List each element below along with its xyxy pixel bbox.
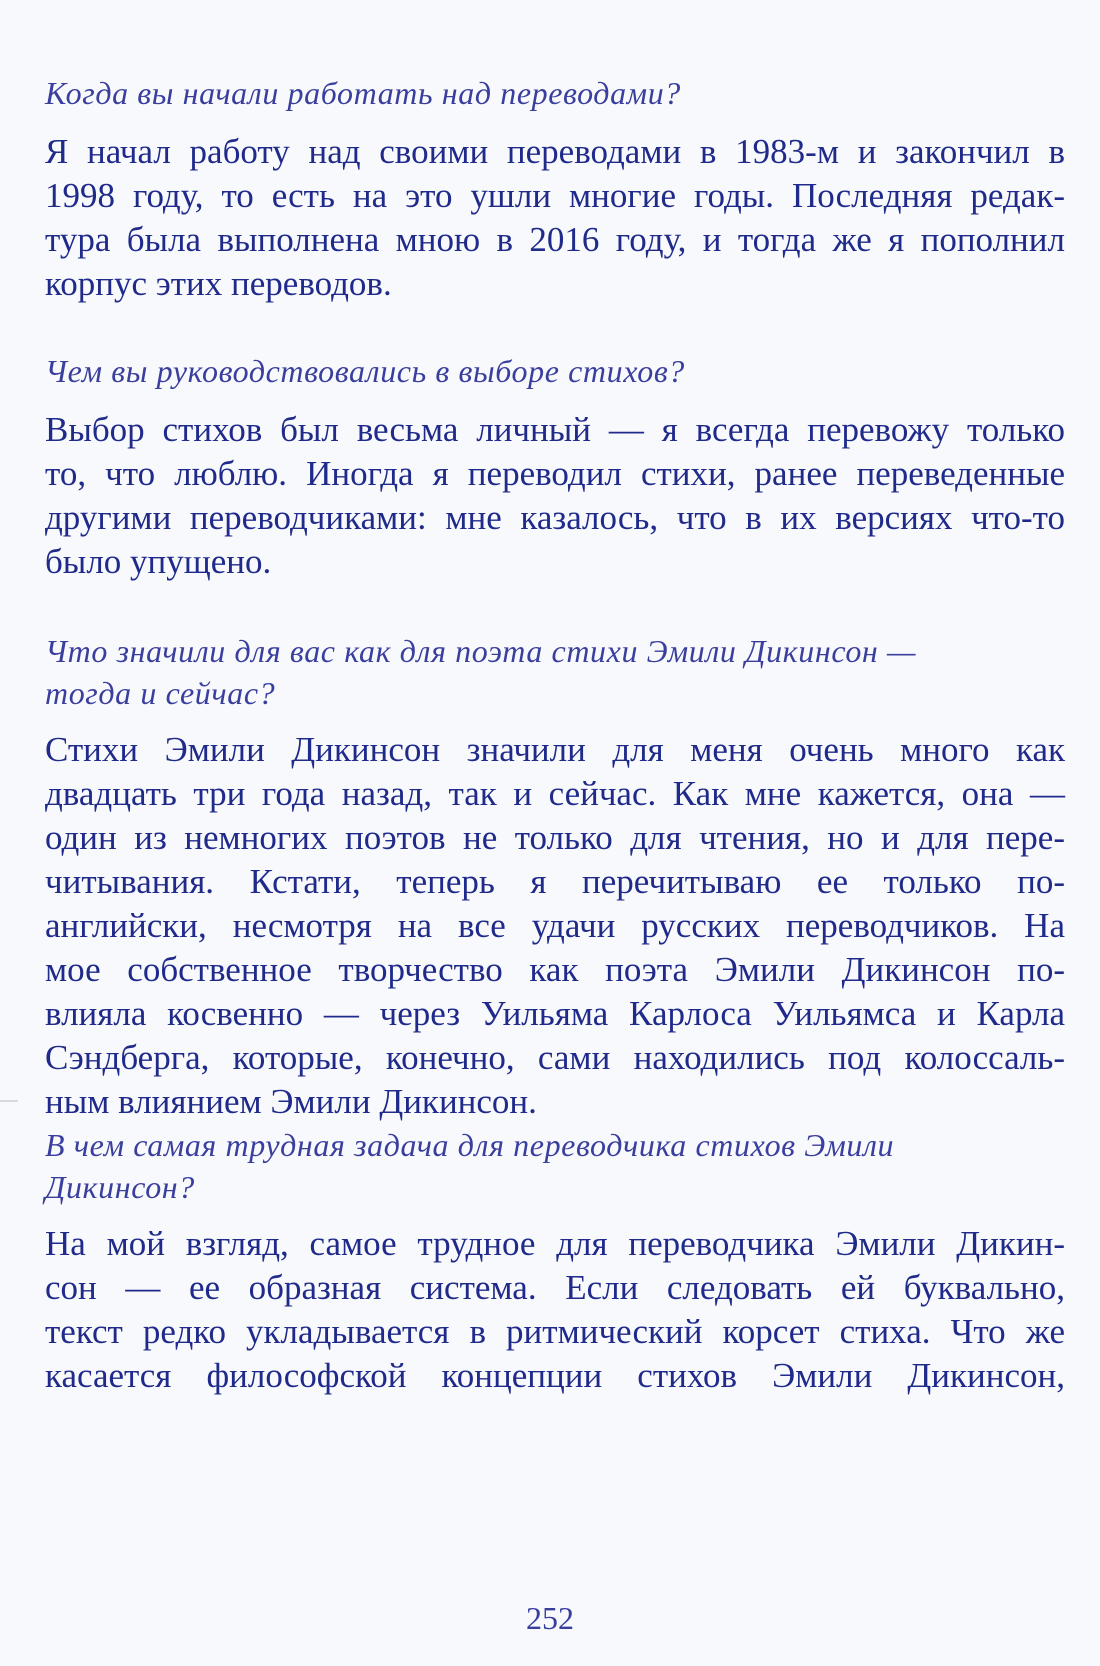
qa-section-2 [45, 350, 1065, 584]
question-line: Дикинсон? [45, 1169, 195, 1205]
scan-edge-mark [0, 1100, 18, 1102]
answer-line: двадцать три года назад, так и сейчас. Как мне кажется, она — [45, 774, 1065, 813]
answer-line: ным влиянием Эмили Дикинсон. [45, 1082, 537, 1121]
answer-line: На мой взгляд, самое трудное для переводчика Эмили Дикин- [45, 1224, 1065, 1263]
question-line: Что значили для вас как для поэта стихи Эмили Дикинсон — [45, 633, 917, 669]
answer-line: 1998 году, то есть на это ушли многие годы. Последняя редак- [45, 176, 1065, 215]
answer-line: касается философской концепции стихов Эмили Дикинсон, [45, 1356, 1065, 1395]
answer-line: один из немногих поэтов не только для чтения, но и для пере- [45, 818, 1065, 857]
qa-section-3 [45, 630, 1065, 1124]
question-line: Чем вы руководствовались в выборе стихов? [45, 353, 685, 389]
qa-section-4 [45, 1124, 1065, 1398]
answer-line: текст редко укладывается в ритмический корсет стиха. Что же [45, 1312, 1065, 1351]
answer-line: Я начал работу над своими переводами в 1983-м и закончил в [45, 132, 1065, 171]
answer-paragraph [45, 728, 1065, 1124]
answer-line: читывания. Кстати, теперь я перечитываю ее только по- [45, 862, 1065, 901]
answer-paragraph [45, 130, 1065, 306]
answer-line: другими переводчиками: мне казалось, что в их версиях что-то [45, 498, 1065, 537]
page-number: 252 [526, 1600, 574, 1636]
question-heading [45, 1124, 1065, 1208]
answer-paragraph [45, 1222, 1065, 1398]
answer-line: Выбор стихов был весьма личный — я всегда перевожу только [45, 410, 1065, 449]
qa-section-1 [45, 72, 1065, 306]
question-heading [45, 630, 1065, 714]
answer-line: Стихи Эмили Дикинсон значили для меня очень много как [45, 730, 1065, 769]
answer-line: корпус этих переводов. [45, 264, 392, 303]
answer-line: было упущено. [45, 542, 272, 581]
question-line: В чем самая трудная задача для переводчика стихов Эмили [45, 1127, 895, 1163]
question-line: тогда и сейчас? [45, 675, 276, 711]
question-heading [45, 72, 1065, 114]
answer-line: влияла косвенно — через Уильяма Карлоса Уильямса и Карла [45, 994, 1065, 1033]
question-line: Когда вы начали работать над переводами? [45, 75, 681, 111]
answer-line: английски, несмотря на все удачи русских переводчиков. На [45, 906, 1065, 945]
answer-line: тура была выполнена мною в 2016 году, и тогда же я пополнил [45, 220, 1065, 259]
answer-paragraph [45, 408, 1065, 584]
answer-line: сон — ее образная система. Если следовать ей буквально, [45, 1268, 1065, 1307]
answer-line: Сэндберга, которые, конечно, сами находились под колоссаль- [45, 1038, 1065, 1077]
answer-line: то, что люблю. Иногда я переводил стихи, ранее переведенные [45, 454, 1065, 493]
answer-line: мое собственное творчество как поэта Эмили Дикинсон по- [45, 950, 1065, 989]
question-heading [45, 350, 1065, 392]
